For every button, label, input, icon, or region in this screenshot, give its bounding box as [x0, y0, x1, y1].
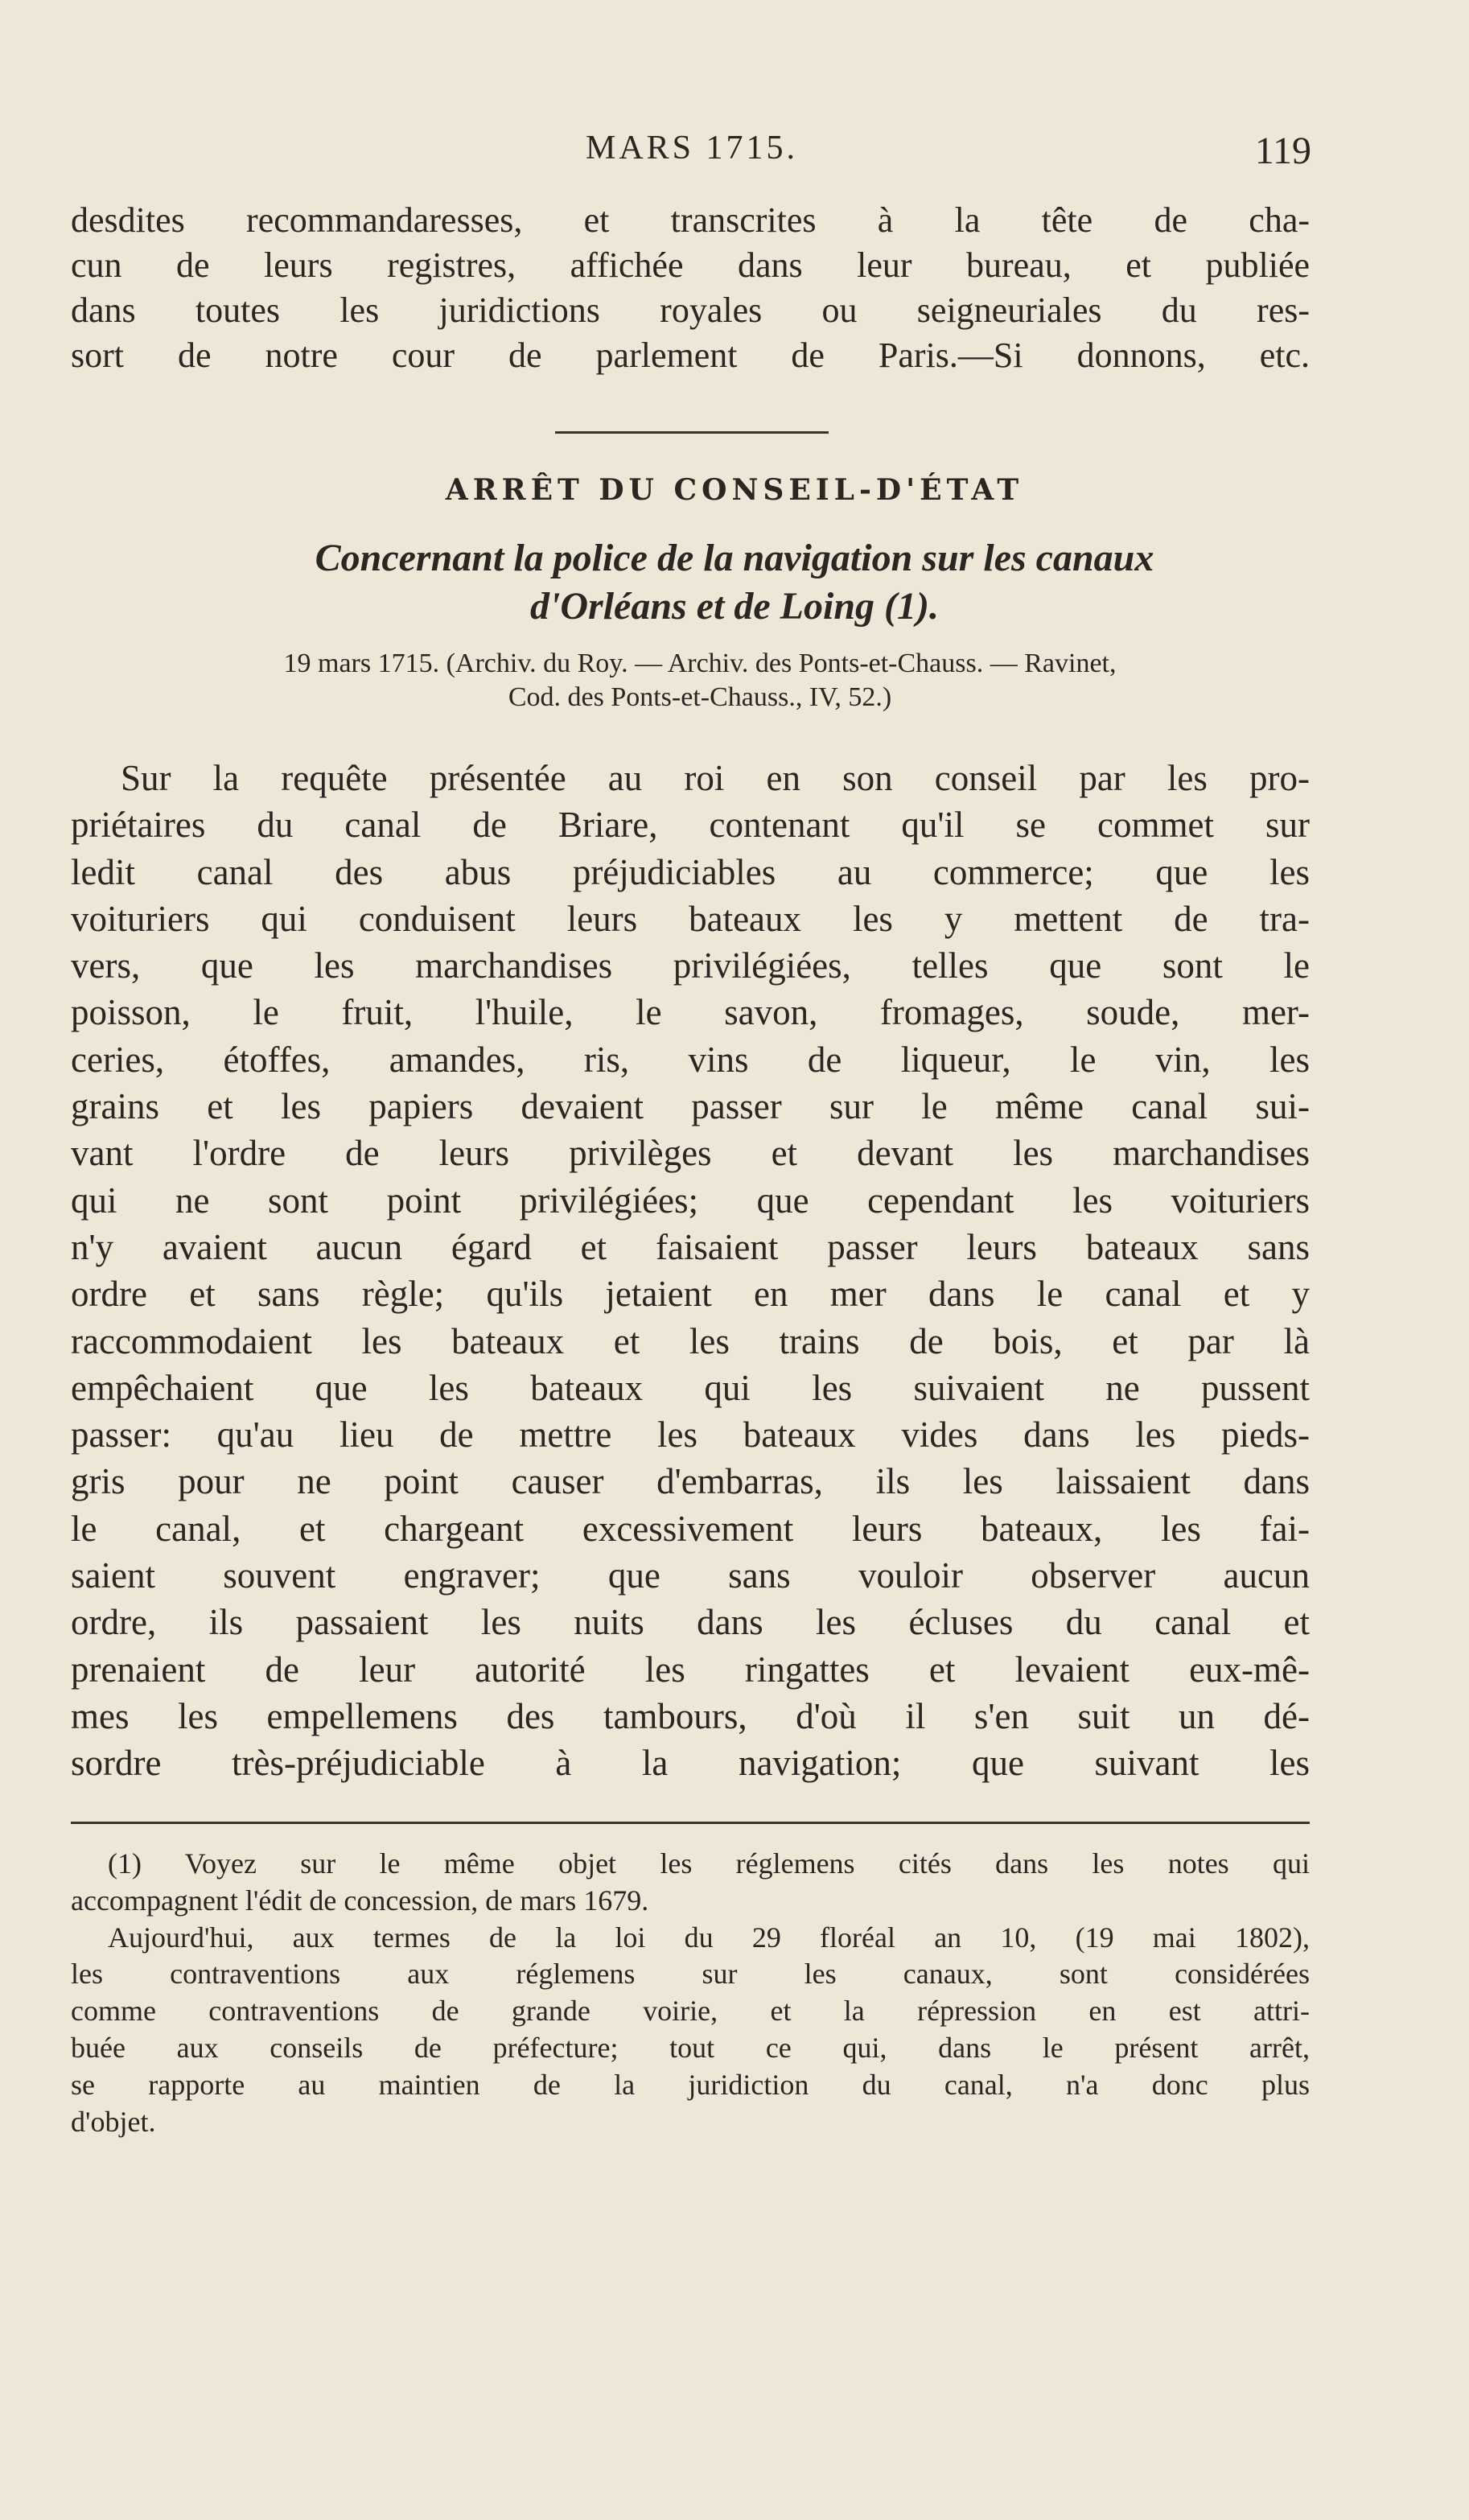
text-line: Sur la requête présentée au roi en son conseil par les pro-: [121, 758, 1310, 798]
text-line: ledit canal des abus préjudiciables au commerce; que les: [71, 851, 1310, 892]
text-line: gris pour ne point causer d'embarras, ils les laissaient dans: [71, 1461, 1310, 1502]
text-line: empêchaient que les bateaux qui les suivaient ne pussent: [71, 1367, 1310, 1408]
footnote-line: les contraventions aux réglemens sur les canaux, sont considérées: [71, 1958, 1310, 1991]
text-line: cun de leurs registres, affichée dans leur bureau, et publiée: [71, 245, 1310, 285]
text-line: prenaient de leur autorité les ringattes et levaient eux-mê-: [71, 1649, 1310, 1690]
footnote-line: d'objet.: [71, 2105, 156, 2138]
text-line: sordre très-préjudiciable à la navigation; que suivant les: [71, 1743, 1310, 1784]
footnote-divider: [71, 1822, 1310, 1824]
text-line: le canal, et chargeant excessivement leurs bateaux, les fai-: [71, 1508, 1310, 1549]
running-title: MARS 1715.: [585, 130, 799, 167]
footnote-line: comme contraventions de grande voirie, et la répression en est attri-: [71, 1995, 1310, 2028]
text-line: ordre, ils passaient les nuits dans les écluses du canal et: [71, 1602, 1310, 1643]
text-line: ordre et sans règle; qu'ils jetaient en mer dans le canal et y: [71, 1274, 1310, 1315]
text-line: mes les empellemens des tambours, d'où il s'en suit un dé-: [71, 1695, 1310, 1736]
footnote-line: accompagnent l'édit de concession, de mars 1679.: [71, 1884, 649, 1917]
text-line: qui ne sont point privilégiées; que cependant les voituriers: [71, 1180, 1310, 1221]
text-line: sort de notre cour de parlement de Paris.—Si donnons, etc.: [71, 336, 1310, 375]
text-line: raccommodaient les bateaux et les trains de bois, et par là: [71, 1320, 1310, 1361]
source-citation-line2: Cod. des Ponts-et-Chauss., IV, 52.): [508, 682, 892, 712]
section-divider: [555, 431, 829, 434]
article-subtitle-line2: d'Orléans et de Loing (1).: [530, 585, 939, 628]
footnote-line: se rapporte au maintien de la juridiction du canal, n'a donc plus: [71, 2068, 1310, 2101]
text-line: dans toutes les juridictions royales ou seigneuriales du res-: [71, 290, 1310, 330]
page-header: [72, 129, 1311, 177]
text-line: ceries, étoffes, amandes, ris, vins de liqueur, le vin, les: [71, 1039, 1310, 1080]
source-citation-line1: 19 mars 1715. (Archiv. du Roy. — Archiv. des Ponts-et-Chauss. — Ravinet,: [283, 649, 1117, 678]
footnote-line: Aujourd'hui, aux termes de la loi du 29 floréal an 10, (19 mai 1802),: [108, 1921, 1310, 1954]
text-line: n'y avaient aucun égard et faisaient passer leurs bateaux sans: [71, 1226, 1310, 1267]
text-line: priétaires du canal de Briare, contenant qu'il se commet sur: [71, 805, 1310, 846]
body-paragraph: [71, 755, 1310, 1787]
article-title: ARRÊT DU CONSEIL-D'ÉTAT: [445, 473, 1024, 507]
text-line: grains et les papiers devaient passer sur le même canal sui-: [71, 1086, 1310, 1127]
text-line: vers, que les marchandises privilégiées, telles que sont le: [71, 945, 1310, 986]
footnote: [71, 1846, 1310, 2140]
text-line: saient souvent engraver; que sans vouloir observer aucun: [71, 1555, 1310, 1596]
text-line: voituriers qui conduisent leurs bateaux les y mettent de tra-: [71, 898, 1310, 939]
footnote-line: (1) Voyez sur le même objet les réglemens cités dans les notes qui: [108, 1847, 1310, 1880]
text-line: vant l'ordre de leurs privilèges et devant les marchandises: [71, 1133, 1310, 1174]
text-line: desdites recommandaresses, et transcrites à la tête de cha-: [71, 200, 1310, 240]
page-number: 119: [1254, 130, 1311, 172]
text-line: passer: qu'au lieu de mettre les bateaux vides dans les pieds-: [71, 1414, 1310, 1456]
text-line: poisson, le fruit, l'huile, le savon, fromages, soude, mer-: [71, 992, 1310, 1033]
article-subtitle-line1: Concernant la police de la navigation sur les canaux: [315, 537, 1154, 579]
intro-paragraph: [71, 198, 1310, 378]
footnote-line: buée aux conseils de préfecture; tout ce qui, dans le présent arrêt,: [71, 2031, 1310, 2064]
